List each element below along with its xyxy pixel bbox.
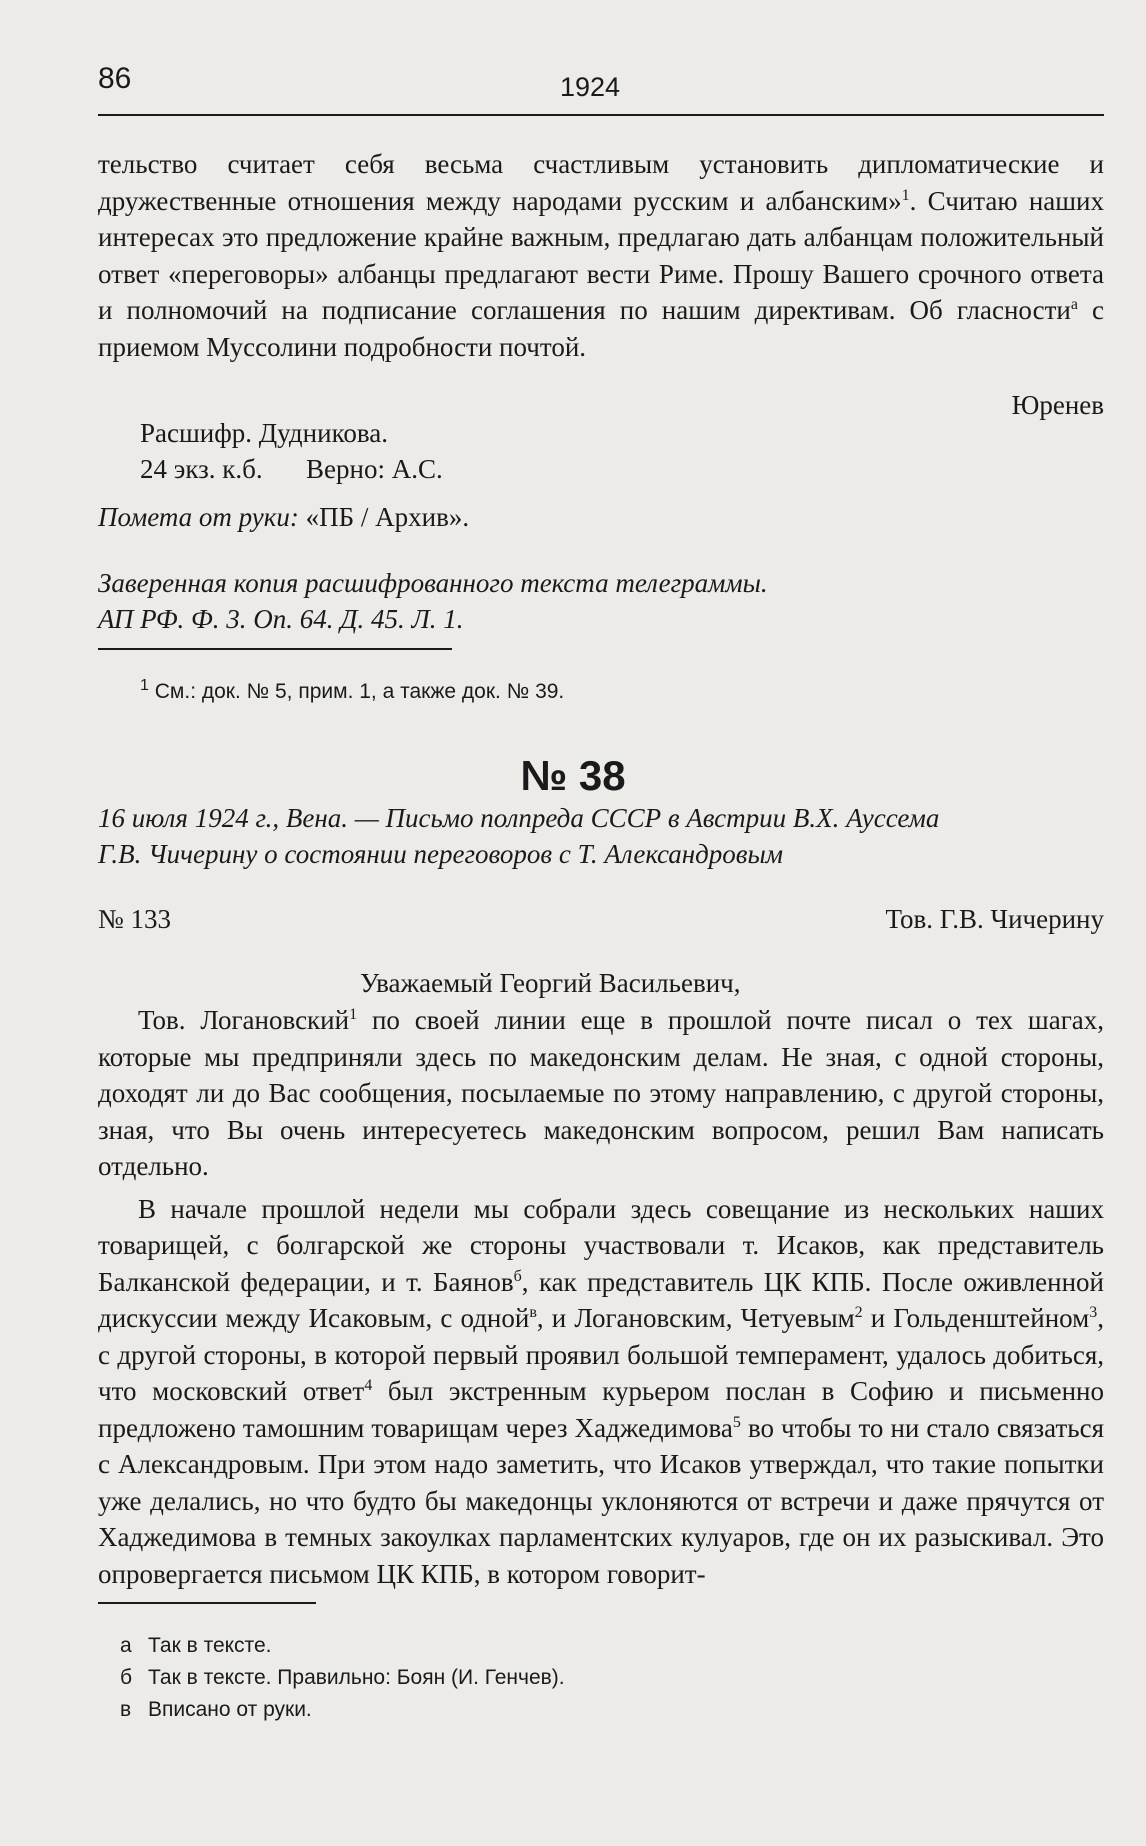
footnote-mark: 1 (140, 677, 149, 694)
letter-body (98, 1002, 1104, 1592)
footnote-ref: 4 (364, 1377, 373, 1394)
letter-paragraph-1 (98, 1002, 1104, 1185)
title-line-1: 16 июля 1924 г., Вена. — Письмо полпреда СССР в Австрии В.Х. Ауссема (98, 803, 940, 833)
source-line-2: АП РФ. Ф. 3. Оп. 64. Д. 45. Л. 1. (98, 604, 464, 634)
text-run: тельство считает себя весьма счастливым установить дипломатические и дружественные отношения между народами русским и албанским» (98, 149, 1104, 216)
footnote-a (120, 1634, 271, 1658)
source-line-1: Заверенная копия расшифрованного текста телеграммы. (98, 568, 768, 598)
header-rule (98, 114, 1104, 116)
footnote-text: Так в тексте. (148, 1634, 272, 1657)
running-header-year: 1924 (560, 72, 621, 102)
footnote-ref: 3 (1089, 1304, 1098, 1321)
outgoing-number: № 133 (98, 904, 172, 934)
letter-paragraph-2 (98, 1191, 1104, 1593)
footnote-ref: б (513, 1267, 522, 1285)
title-line-2: Г.В. Чичерину о состоянии переговоров с Т. Александровым (98, 839, 784, 869)
telegram-paragraph (98, 146, 1104, 365)
note-text: «ПБ / Архив». (305, 502, 470, 532)
footnote-ref: 1 (349, 1006, 358, 1023)
text-run: , и Логановским, Четуевым (536, 1303, 855, 1333)
previous-document-text (98, 146, 1104, 365)
document-title (98, 800, 1104, 872)
page-number: 86 (98, 62, 132, 95)
text-run: , как представитель ЦК КПБ. После оживленной дискуссии между Исаковым, с одной (98, 1266, 1104, 1333)
decipher-note: Расшифр. Дудникова. (140, 418, 388, 448)
footnote-ref: 5 (732, 1413, 741, 1431)
text-run: был экстренным курьером послан в Софию и письменно предложено тамошним товарищам через Хаджедимова (98, 1376, 1104, 1443)
footnote-text: См.: док. № 5, прим. 1, а также док. № 39. (154, 680, 565, 703)
note-label: Помета от руки: (98, 502, 299, 532)
verified-note: Верно: А.С. (306, 454, 443, 484)
footnote-rule (98, 648, 452, 650)
text-run: В начале прошлой недели мы собрали здесь совещание из нескольких наших товарищей, с болгарской же стороны участвовали т. Исаков, как представитель Балканской федерации, и т. Баянов (98, 1193, 1104, 1297)
text-run: во чтобы то ни стало связаться с Александровым. При этом надо заметить, что Исаков утверждал, что такие попытки уже делались, но что будто бы македонцы уклоняются от встречи и даже прячутся от Хаджедимова в темных закоулках парламентских кулуаров, где он их разыскивал. Это опровергается письмом ЦК КПБ, в котором говорит- (98, 1412, 1104, 1589)
addressee: Тов. Г.В. Чичерину (885, 904, 1104, 934)
footnote-mark: в (120, 1698, 132, 1721)
text-run: по своей линии еще в прошлой почте писал о тех шагах, которые мы предприняли здесь по македонским делам. Не зная, с одной стороны, доходят ли до Вас сообщения, посылаемые по этому направлению, с другой стороны, зная, что Вы очень интересуетесь македонским вопросом, решил Вам написать отдельно. (98, 1005, 1105, 1181)
document-number: № 38 (520, 752, 626, 799)
footnote-rule (98, 1602, 316, 1604)
footnote-ref: 2 (854, 1304, 863, 1321)
text-run: с приемом Муссолини подробности почтой. (98, 295, 1104, 362)
footnote-mark: б (120, 1666, 133, 1689)
footnote-b (120, 1666, 565, 1690)
footnote-mark: а (120, 1634, 132, 1657)
footnote-ref: в (529, 1304, 537, 1321)
text-run: . Считаю наших интересах это предложение крайне важным, предлагаю дать албанцам положительный ответ «переговоры» албанцы предлагают вести Риме. Прошу Вашего срочного ответа и полномочий на подписание соглашения по нашим директивам. Об гласности (98, 185, 1105, 325)
footnote-ref: 1 (901, 186, 910, 204)
copies-note: 24 экз. к.б. (140, 454, 263, 484)
text-run: Тов. Логановский (138, 1005, 350, 1035)
footnote-ref: а (1070, 296, 1078, 313)
footnote-v (120, 1698, 312, 1722)
salutation: Уважаемый Георгий Васильевич, (360, 968, 741, 998)
handwritten-note (98, 502, 469, 533)
signature: Юренев (1011, 390, 1104, 420)
footnote-text: Вписано от руки. (148, 1698, 312, 1721)
text-run: , с другой стороны, в которой первый проявил большой темперамент, удалось добиться, что московский ответ (98, 1303, 1104, 1406)
footnote-text: Так в тексте. Правильно: Боян (И. Генчев). (148, 1666, 565, 1689)
footnote-1 (140, 677, 565, 704)
text-run: и Гольденштейном (862, 1303, 1090, 1333)
